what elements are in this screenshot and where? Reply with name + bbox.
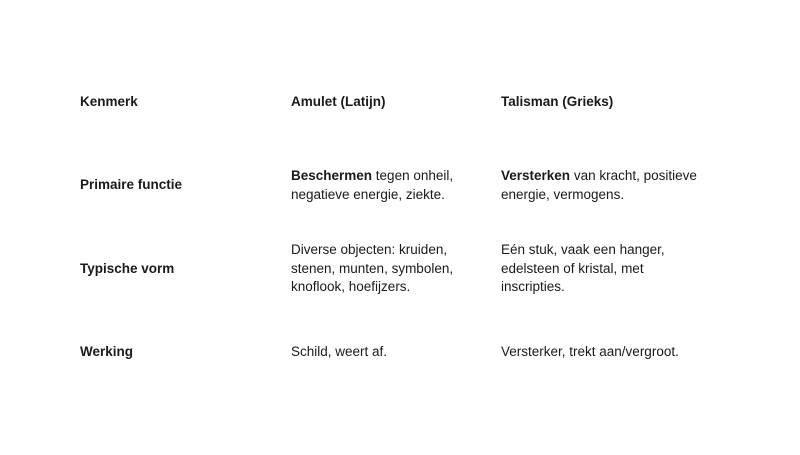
talisman-cell bbox=[501, 343, 701, 362]
cell-text: tegen onheil, negatieve energie, ziekte. bbox=[291, 168, 454, 202]
row-label: Primaire functie bbox=[80, 177, 183, 192]
row-label: Typische vorm bbox=[80, 261, 175, 276]
emphasis-text: Beschermen bbox=[291, 168, 373, 183]
cell-text: Versterker, trekt aan/vergroot. bbox=[501, 344, 679, 359]
amulet-cell bbox=[291, 167, 481, 204]
talisman-cell bbox=[501, 167, 701, 204]
cell-text: Schild, weert af. bbox=[291, 344, 388, 359]
emphasis-text: Versterken bbox=[501, 168, 571, 183]
header-kenmerk: Kenmerk bbox=[80, 94, 138, 109]
cell-text: van kracht, positieve energie, vermogens. bbox=[501, 168, 697, 202]
amulet-cell bbox=[291, 241, 481, 297]
row-label: Werking bbox=[80, 344, 134, 359]
header-amulet: Amulet (Latijn) bbox=[291, 94, 386, 109]
talisman-cell bbox=[501, 241, 701, 297]
cell-text: Eén stuk, vaak een hanger, edelsteen of kristal, met inscripties. bbox=[501, 242, 665, 294]
amulet-cell bbox=[291, 343, 481, 362]
header-talisman: Talisman (Grieks) bbox=[501, 94, 614, 109]
cell-text: Diverse objecten: kruiden, stenen, munten, symbolen, knoflook, hoefijzers. bbox=[291, 242, 454, 294]
